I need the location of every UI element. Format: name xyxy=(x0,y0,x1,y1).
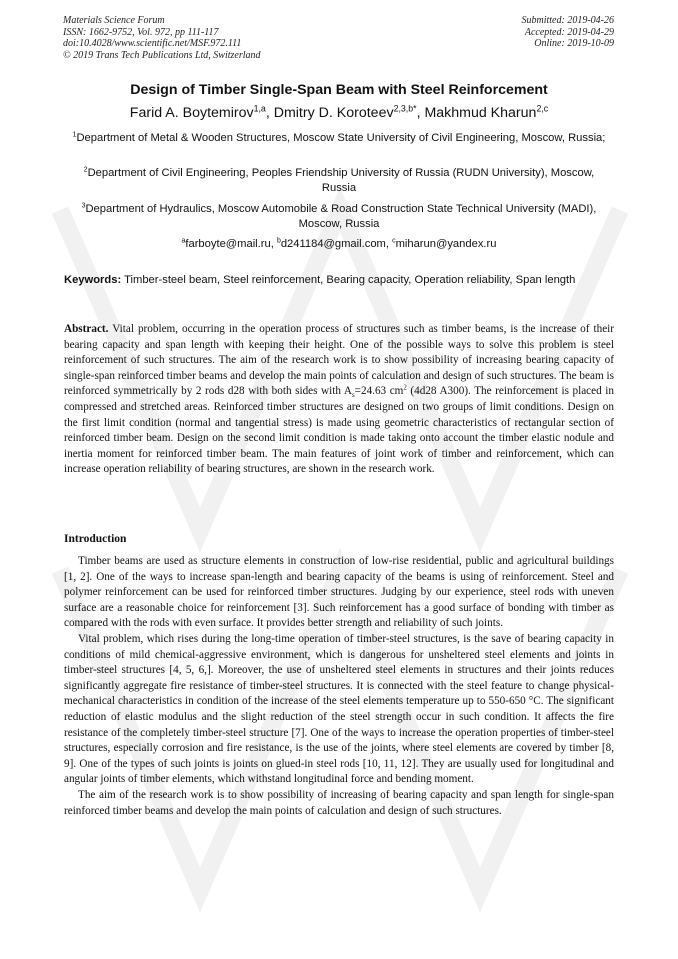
author-separator: , xyxy=(265,105,274,121)
email-address: farboyte@mail.ru, xyxy=(185,238,277,250)
affiliation-1 xyxy=(70,131,608,146)
paragraph: The aim of the research work is to show possibility of increasing of bearing capacity and span length for single-span reinforced timber beams and develop the main points of calculation and design of such structures. xyxy=(64,788,614,817)
email-address: d241184@gmail.com, xyxy=(280,238,393,250)
keywords-label: Keywords: xyxy=(64,274,122,286)
affiliation-2 xyxy=(70,166,608,196)
journal-header-left xyxy=(63,15,261,61)
paragraph: Timber beams are used as structure elements in construction of low-rise residential, public and agricultural buildings [1, 2]. One of the ways to increase span-length and bearing capacity of the beams is using of reinforcement. Steel and polymer reinforcement can be used for reinforced timber structures. Judging by our experience, steel rods with uneven surface are a reasonable choice for reinforcement [3]. Such reinforcement has a good surface of bonding with timber as compared with the rods with even surface. It provides better strength and reliability of such joints. xyxy=(64,555,614,630)
author-name: Makhmud Kharun xyxy=(424,105,537,121)
author-emails xyxy=(0,238,678,250)
email-marker: a xyxy=(181,237,186,245)
affiliation-3 xyxy=(70,202,608,232)
abstract-text: (4d28 A300). The reinforcement is placed in compressed and stretched areas. Reinforced timber structures are designed on two groups of limit conditions. Design on the first limit condition (normal and tangential stress) is made using geometric characteristics of rectangular section of reinforced timber beam. Design on the second limit condition is made taking onto account the timber elastic nodule and inertia moment for reinforced timber beam. The main features of joint work of timber and reinforcement, which can increase operation reliability of bearing structures, are shown in the research work. xyxy=(64,385,614,476)
accepted-date: Accepted: 2019-04-29 xyxy=(524,26,614,38)
keywords-text: Timber-steel beam, Steel reinforcement, Bearing capacity, Operation reliability, Span length xyxy=(121,274,576,286)
abstract-text: Vital problem, occurring in the operation process of structures such as timber beams, is the increase of their bearing capacity and span length with keeping their height. One of the possible ways to solve this problem is steel reinforcement of such structures. The aim of the research work is to show possibility of increasing bearing capacity of single-span reinforced timber beams and develop the main points of calculation and design of such structures. The beam is reinforced symmetrically by 2 rods d28 with both sides with A xyxy=(64,323,614,398)
journal-issn: ISSN: 1662-9752, Vol. 972, pp 111-117 xyxy=(63,26,219,38)
author-affiliation-marker: 2,3,b* xyxy=(393,103,417,114)
email-entry[interactable] xyxy=(392,238,496,250)
affiliation-text: Department of Civil Engineering, Peoples Friendship University of Russia (RUDN University), Moscow, Russia xyxy=(87,167,595,194)
affiliation-number: 3 xyxy=(81,202,86,210)
journal-header-right xyxy=(522,15,615,50)
affiliation-number: 1 xyxy=(72,131,77,139)
unit-superscript: 2 xyxy=(403,383,407,392)
affiliation-text: Department of Hydraulics, Moscow Automobile & Road Construction State Technical University (MADI), Moscow, Russia xyxy=(85,203,597,230)
section-heading-introduction: Introduction xyxy=(64,533,127,545)
email-entry[interactable] xyxy=(277,238,392,250)
abstract-text: =24.63 cm xyxy=(354,385,404,398)
journal-doi: doi:10.4028/www.scientific.net/MSF.972.111 xyxy=(63,38,242,49)
paragraph: Vital problem, which rises during the long-time operation of timber-steel structures, is the save of bearing capacity in conditions of mild chemical-aggressive environment, which is dangerous for unsheltered steel elements and joints in timber-steel structures [4, 5, 6,]. Moreover, the use of unsheltered steel elements in structures and their joints reduces significantly aggregate fire resistance of timber-steel structures. It is connected with the steel feature to change physical-mechanical characteristics in condition of the increase of the steel elements temperature up to 550-650 °C. The significant reduction of elastic modulus and the slight reduction of the steel strength occur in such condition. It affects the fire resistance of the completely timber-steel structure [7]. One of the ways to increase the operation properties of timber-steel structures, especially corrosion and fire resistance, is the use of the joints, where steel elements are covered by timber [8, 9]. One of the types of such joints is joints on glued-in steel rods [10, 11, 12]. They are usually used for longitudinal and angular joints of timber elements, which withstand longitudinal force and bending moment. xyxy=(64,632,614,786)
abstract-label: Abstract. xyxy=(64,323,109,335)
email-address: miharun@yandex.ru xyxy=(395,238,497,250)
journal-name: Materials Science Forum xyxy=(63,15,165,26)
author-name: Dmitry D. Koroteev xyxy=(273,105,394,121)
affiliation-text: Department of Metal & Wooden Structures, Moscow State University of Civil Engineering, Moscow, Russia; xyxy=(76,132,606,144)
journal-copyright: © 2019 Trans Tech Publications Ltd, Switzerland xyxy=(63,49,261,61)
submitted-date: Submitted: 2019-04-26 xyxy=(521,15,614,26)
email-entry[interactable] xyxy=(182,238,277,250)
author-name: Farid A. Boytemirov xyxy=(129,105,254,121)
abstract-block xyxy=(64,322,614,478)
keywords-block xyxy=(64,273,614,288)
affiliation-number: 2 xyxy=(83,166,88,174)
author-separator: , xyxy=(416,105,425,121)
email-marker: b xyxy=(276,237,281,245)
author-affiliation-marker: 2,c xyxy=(536,103,549,114)
area-subscript: s xyxy=(351,391,355,400)
online-date: Online: 2019-10-09 xyxy=(534,38,614,49)
introduction-body xyxy=(64,554,614,819)
paper-title: Design of Timber Single-Span Beam with Steel Reinforcement xyxy=(130,82,548,98)
author-affiliation-marker: 1,a xyxy=(253,103,266,114)
author-list xyxy=(0,105,678,121)
email-marker: c xyxy=(392,237,396,245)
